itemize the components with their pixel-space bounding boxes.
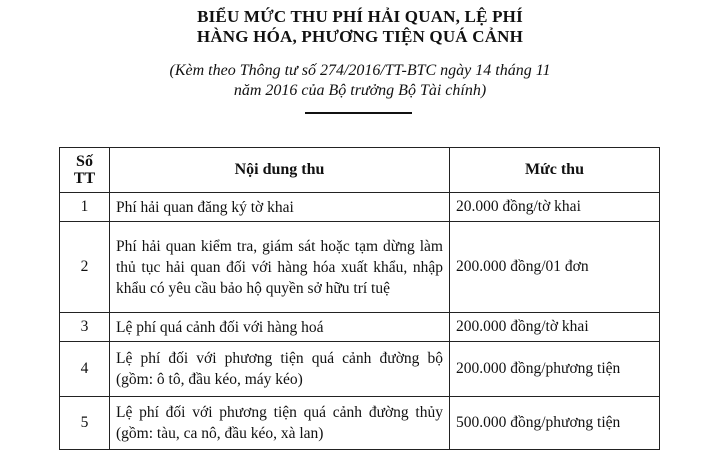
table-row (60, 222, 660, 313)
row-content: Phí hải quan kiểm tra, giám sát hoặc tạm dừng làm thủ tục hải quan đối với hàng hóa xuất khẩu, nhập khẩu có yêu cầu bảo hộ quyền sở hữu trí tuệ (110, 222, 450, 313)
row-fee: 200.000 đồng/01 đơn (450, 222, 660, 313)
title-underline (305, 112, 412, 114)
row-number: 4 (60, 342, 110, 397)
document-subtitle-line-1: (Kèm theo Thông tư số 274/2016/TT-BTC ngày 14 tháng 11 (169, 62, 551, 79)
row-content: Lệ phí đối với phương tiện quá cảnh đường bộ (gồm: ô tô, đầu kéo, máy kéo) (110, 342, 450, 397)
document-subtitle-line-2: năm 2016 của Bộ trưởng Bộ Tài chính) (233, 82, 487, 99)
row-number: 2 (60, 222, 110, 313)
column-header-content: Nội dung thu (110, 148, 450, 193)
table-row (60, 342, 660, 397)
row-fee: 500.000 đồng/phương tiện (450, 397, 660, 450)
row-fee: 200.000 đồng/phương tiện (450, 342, 660, 397)
column-header-number-line-2: TT (73, 170, 96, 187)
column-header-number-line-1: Số (76, 153, 93, 170)
row-fee: 20.000 đồng/tờ khai (450, 193, 660, 222)
table-header-row (60, 148, 660, 193)
column-header-number (60, 148, 110, 193)
row-content: Phí hải quan đăng ký tờ khai (110, 193, 450, 222)
document-title-line-1: BIỂU MỨC THU PHÍ HẢI QUAN, LỆ PHÍ (197, 7, 523, 26)
row-number: 3 (60, 313, 110, 342)
fee-table (59, 147, 660, 450)
column-header-fee: Mức thu (450, 148, 660, 193)
document-title-line-2: HÀNG HÓA, PHƯƠNG TIỆN QUÁ CẢNH (196, 27, 524, 46)
row-content: Lệ phí quá cảnh đối với hàng hoá (110, 313, 450, 342)
row-number: 1 (60, 193, 110, 222)
table-row (60, 313, 660, 342)
row-fee: 200.000 đồng/tờ khai (450, 313, 660, 342)
row-number: 5 (60, 397, 110, 450)
table-row (60, 397, 660, 450)
row-content: Lệ phí đối với phương tiện quá cảnh đường thủy (gồm: tàu, ca nô, đầu kéo, xà lan) (110, 397, 450, 450)
table-row (60, 193, 660, 222)
